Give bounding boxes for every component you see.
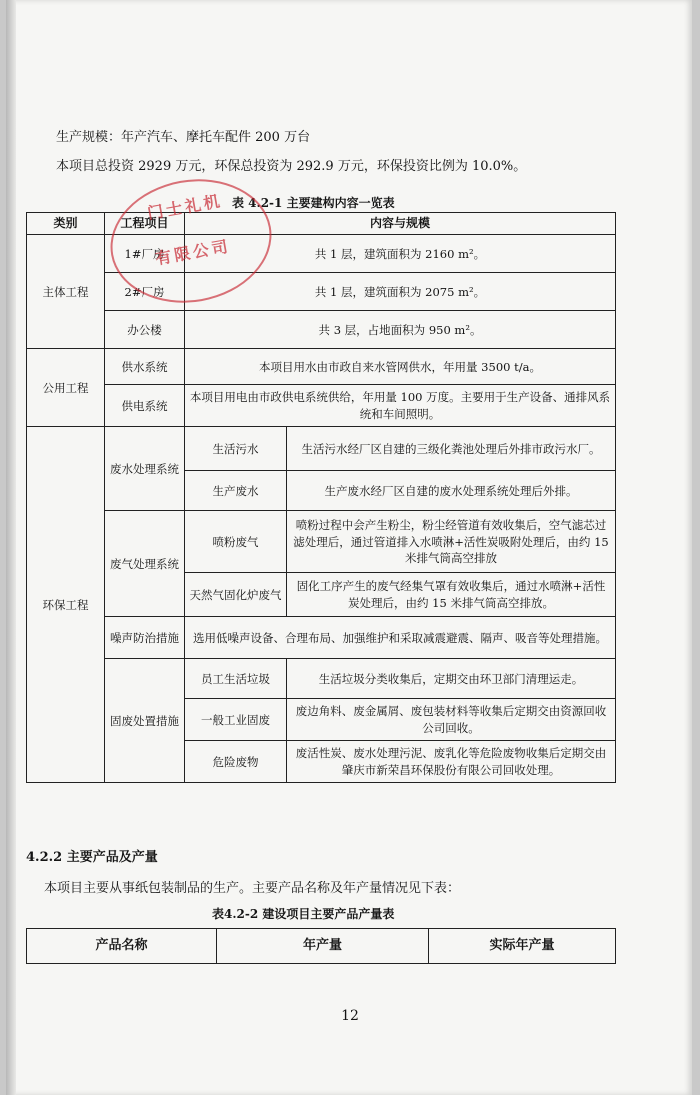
header-category: 类别 (27, 213, 105, 235)
content-cell: 生活垃圾分类收集后，定期交由环卫部门清理运走。 (287, 659, 616, 699)
table-row (27, 617, 616, 659)
env-exhaust: 废气处理系统 (105, 511, 185, 617)
sub-item-cell: 危险废物 (185, 741, 287, 783)
table-row (27, 427, 616, 471)
header-actual-output: 实际年产量 (429, 929, 616, 964)
table-row (27, 511, 616, 573)
section-heading: 4.2.2 主要产品及产量 (26, 850, 158, 865)
table-row (27, 385, 616, 427)
item-cell: 供电系统 (105, 385, 185, 427)
sub-item-cell: 员工生活垃圾 (185, 659, 287, 699)
content-cell: 喷粉过程中会产生粉尘，粉尘经管道有效收集后，空气滤芯过滤处理后，通过管道排入水喷淋+活性炭吸附处理后，由约 15 米排气筒高空排放 (287, 511, 616, 573)
env-solid-waste: 固废处置措施 (105, 659, 185, 783)
table-row (27, 273, 616, 311)
investment-line: 本项目总投资 2929 万元，环保总投资为 292.9 万元，环保投资比例为 10.0%。 (56, 159, 527, 174)
content-cell: 生活污水经厂区自建的三级化粪池处理后外排市政污水厂。 (287, 427, 616, 471)
table-row (27, 349, 616, 385)
item-cell: 2#厂房 (105, 273, 185, 311)
main-construction-table (26, 212, 616, 783)
table2-caption: 表4.2-2 建设项目主要产品产量表 (212, 907, 395, 921)
content-cell: 共 3 层，占地面积为 950 m²。 (185, 311, 616, 349)
header-item: 工程项目 (105, 213, 185, 235)
content-cell: 本项目用电由市政供电系统供给，年用量 100 万度。主要用于生产设备、通排风系统和车间照明。 (185, 385, 616, 427)
page-number: 12 (341, 1008, 359, 1024)
item-cell: 1#厂房 (105, 235, 185, 273)
content-cell: 废边角料、废金属屑、废包装材料等收集后定期交由资源回收公司回收。 (287, 699, 616, 741)
content-cell: 选用低噪声设备、合理布局、加强维护和采取减震避震、隔声、吸音等处理措施。 (185, 617, 616, 659)
header-annual-output: 年产量 (217, 929, 429, 964)
page-binding-shadow (6, 0, 16, 1095)
table-row (27, 311, 616, 349)
sub-item-cell: 一般工业固废 (185, 699, 287, 741)
env-wastewater: 废水处理系统 (105, 427, 185, 511)
table-row (27, 659, 616, 699)
content-cell: 共 1 层，建筑面积为 2160 m²。 (185, 235, 616, 273)
seal-text-top: 门士礼机 (145, 191, 225, 223)
header-content: 内容与规模 (185, 213, 616, 235)
content-cell: 生产废水经厂区自建的废水处理系统处理后外排。 (287, 471, 616, 511)
content-cell: 废活性炭、废水处理污泥、废乳化等危险废物收集后定期交由肇庆市新荣昌环保股份有限公司回收处理。 (287, 741, 616, 783)
item-cell: 办公楼 (105, 311, 185, 349)
category-utility: 公用工程 (27, 349, 105, 427)
table-row (27, 235, 616, 273)
sub-item-cell: 天然气固化炉废气 (185, 573, 287, 617)
sub-item-cell: 生产废水 (185, 471, 287, 511)
table-header-row (27, 929, 616, 964)
category-env: 环保工程 (27, 427, 105, 783)
content-cell: 本项目用水由市政自来水管网供水，年用量 3500 t/a。 (185, 349, 616, 385)
table-header-row (27, 213, 616, 235)
product-output-table (26, 928, 616, 964)
production-scale-line: 生产规模：年产汽车、摩托车配件 200 万台 (56, 130, 311, 145)
env-noise: 噪声防治措施 (105, 617, 185, 659)
seal-text-bottom: 有限公司 (153, 236, 233, 269)
category-main: 主体工程 (27, 235, 105, 349)
header-product-name: 产品名称 (27, 929, 217, 964)
item-cell: 供水系统 (105, 349, 185, 385)
content-cell: 固化工序产生的废气经集气罩有效收集后，通过水喷淋+活性炭处理后，由约 15 米排气筒高空排放。 (287, 573, 616, 617)
sub-item-cell: 喷粉废气 (185, 511, 287, 573)
table1-caption: 表 4.2-1 主要建构内容一览表 (232, 196, 395, 210)
sub-item-cell: 生活污水 (185, 427, 287, 471)
content-cell: 共 1 层，建筑面积为 2075 m²。 (185, 273, 616, 311)
section-text: 本项目主要从事纸包装制品的生产。主要产品名称及年产量情况见下表： (44, 881, 461, 896)
